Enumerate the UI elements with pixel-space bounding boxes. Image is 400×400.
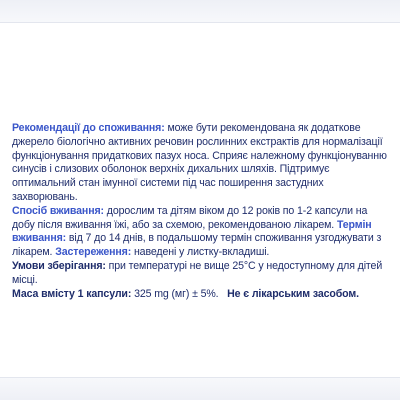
term-heading: Термін вживання: — [12, 218, 372, 245]
mass-text: 325 mg (мг) ± 5%. — [134, 287, 219, 300]
package-top-edge — [0, 0, 400, 23]
mass-heading: Маса вмісту 1 капсули: — [12, 287, 132, 300]
usage-heading: Спосіб вживання: — [12, 204, 104, 217]
recommendations-paragraph — [12, 122, 388, 205]
recommendations-text: може бути рекомендована як додаткове джерело біологічно активних речовин рослинних екстрактів для нормалізації функціонування придаткових пазух носа. Сприяє належному функціонуванню синусів і слизових оболонок верхніх дихальних шляхів. Підтримує оптимальний стан імунної системи під час поширення застудних захворювань. — [12, 122, 387, 203]
recommendations-heading: Рекомендації до споживання: — [12, 122, 165, 134]
usage-text: дорослим та дітям віком до 12 років по 1-2 капсули на добу після вживання їжі, або за схемою, рекомендованою лікарем. — [12, 204, 368, 231]
storage-paragraph — [12, 260, 388, 288]
usage-paragraph — [12, 205, 388, 260]
not-medicine-warning: Не є лікарським засобом. — [227, 287, 359, 300]
product-label-text — [12, 122, 388, 301]
caution-heading: Застереження: — [55, 246, 132, 259]
term-text: від 7 до 14 днів, в подальшому термін споживання узгоджувати з лікарем. — [12, 232, 382, 259]
package-bottom-edge — [0, 377, 400, 400]
mass-paragraph — [12, 288, 388, 302]
caution-text: наведені у листку-вкладиші. — [133, 246, 270, 259]
storage-heading: Умови зберігання: — [12, 259, 106, 272]
storage-text: при температурі не вище 25°С у недоступному для дітей місці. — [12, 259, 383, 286]
